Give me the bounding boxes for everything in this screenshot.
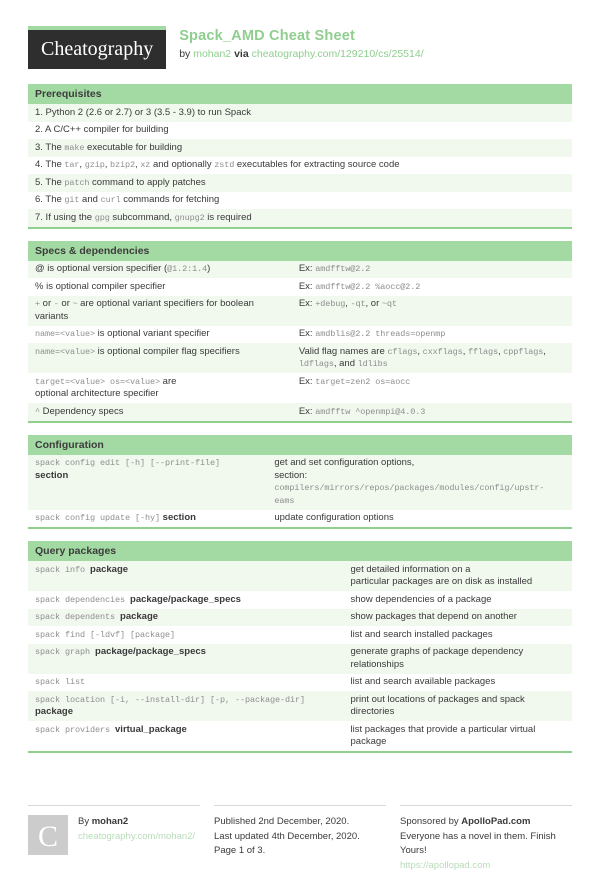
plain-text: , xyxy=(345,298,351,309)
table-cell-right xyxy=(344,609,572,627)
table-row xyxy=(28,455,572,510)
cheatography-logo-text: Cheatography xyxy=(41,38,154,60)
table-cell-right xyxy=(267,510,572,528)
footer-author-name: mohan2 xyxy=(91,816,129,827)
table-cell-left xyxy=(28,591,344,609)
footer-author-block xyxy=(78,815,195,873)
plain-text: , and xyxy=(333,358,358,369)
table-cell-left xyxy=(28,609,344,627)
code-text: spack location [-i, --install-dir] [-p, --package-dir] xyxy=(35,694,306,705)
table-cell-left xyxy=(28,326,292,344)
footer-publish-column xyxy=(214,805,386,873)
code-text: target=<value> os=<value> xyxy=(35,376,161,387)
table-cell-right xyxy=(344,591,572,609)
plain-text: list and search available packages xyxy=(350,676,496,687)
table-cell-left xyxy=(28,561,344,591)
byline-via-label: via xyxy=(234,48,249,60)
plain-text: ) xyxy=(207,263,211,274)
plain-text: get detailed information on a xyxy=(350,563,471,575)
section-query-packages xyxy=(28,541,572,753)
table-row xyxy=(28,510,572,528)
code-text: -qt xyxy=(350,299,366,309)
footer-author-column xyxy=(28,805,200,873)
plain-text: command to apply patches xyxy=(89,176,206,188)
code-text: cflags xyxy=(387,346,418,357)
code-text: amdblis@2.2 threads=openmp xyxy=(315,329,446,339)
table-row xyxy=(28,122,572,140)
table-cell-right xyxy=(292,278,572,296)
table-cell-right xyxy=(292,403,572,421)
table-cell-right xyxy=(292,296,572,326)
table-cell xyxy=(28,139,572,157)
author-link[interactable]: mohan2 xyxy=(193,48,232,60)
table-cell-left xyxy=(28,296,292,326)
plain-text: commands for fetching xyxy=(120,194,220,205)
argument-text: package xyxy=(120,611,159,622)
code-text: make xyxy=(64,142,85,153)
table-row xyxy=(28,591,572,609)
code-text: curl xyxy=(100,195,121,205)
plain-text: update configuration options xyxy=(274,512,394,523)
table-row xyxy=(28,609,572,627)
footer-author-line xyxy=(78,815,195,830)
plain-text: Dependency specs xyxy=(40,405,124,417)
section-prerequisites xyxy=(28,84,572,229)
code-text: - xyxy=(53,299,59,309)
plain-text: is optional variant specifier xyxy=(95,328,210,339)
argument-text: package/package_specs xyxy=(130,593,241,605)
table-cell-left xyxy=(28,721,344,751)
code-text: compilers/mirrors/repos/packages/modules/config/upstr- xyxy=(274,483,545,493)
plain-text: , xyxy=(497,345,504,357)
plain-text: 1. Python 2 (2.6 or 2.7) or 3 (3.5 - 3.9) to run Spack xyxy=(35,106,251,118)
code-text: fflags xyxy=(467,346,498,357)
section-title: Specs & dependencies xyxy=(28,241,572,261)
cheatography-logo[interactable] xyxy=(28,26,166,69)
code-text: spack graph xyxy=(35,647,96,657)
footer-author-link[interactable]: cheatography.com/mohan2/ xyxy=(78,830,196,842)
plain-text: and optionally xyxy=(150,159,215,170)
code-text: eams xyxy=(274,495,295,506)
code-text: patch xyxy=(64,177,90,188)
plain-text: 6. The xyxy=(35,194,65,205)
table-row xyxy=(28,209,572,227)
table-cell-right xyxy=(292,343,572,373)
plain-text: Ex: xyxy=(298,298,316,309)
table-cell-left xyxy=(28,674,344,692)
code-text: bzip2 xyxy=(110,160,136,170)
section-title: Query packages xyxy=(28,541,572,561)
plain-text: show packages that depend on another xyxy=(350,611,517,622)
table-cell-right xyxy=(344,691,572,721)
table-row xyxy=(28,157,572,175)
table-cell-right xyxy=(344,626,572,644)
argument-text: package/package_specs xyxy=(95,646,206,657)
plain-text: and xyxy=(79,194,101,205)
argument-text: section xyxy=(162,512,196,523)
table-row xyxy=(28,403,572,421)
code-text: tar xyxy=(64,160,80,170)
section-title: Configuration xyxy=(28,435,572,455)
cheatsheet-body xyxy=(28,84,572,753)
code-text: spack dependents xyxy=(35,612,121,622)
table-row xyxy=(28,296,572,326)
code-text: gnupg2 xyxy=(174,212,205,223)
table-row xyxy=(28,192,572,210)
code-text: amdfftw@2.2 xyxy=(315,264,371,274)
table-cell-right xyxy=(344,561,572,591)
table-row xyxy=(28,644,572,674)
code-text: spack providers xyxy=(35,724,116,735)
code-text: ldflags xyxy=(298,359,334,369)
plain-text: % is optional compiler specifier xyxy=(35,280,166,292)
code-text: amdfftw ^openmpi@4.0.3 xyxy=(315,406,426,417)
code-text: + xyxy=(35,299,41,309)
code-text: ^ xyxy=(35,406,41,417)
byline-by-label: by xyxy=(179,48,191,60)
plain-text: 7. If using the xyxy=(35,211,95,223)
sponsor-tagline-2: Yours! xyxy=(400,845,427,856)
code-text: zstd xyxy=(214,160,235,170)
code-text: amdfftw@2.2 %aocc@2.2 xyxy=(315,281,421,292)
plain-text: list and search installed packages xyxy=(350,628,493,640)
table-row xyxy=(28,174,572,192)
footer-sponsor-column xyxy=(400,805,572,873)
plain-text: , or xyxy=(365,298,382,309)
code-text: name=<value> xyxy=(35,346,96,357)
plain-text: , xyxy=(79,159,85,170)
plain-text: Ex: xyxy=(298,375,316,387)
plain-text: generate graphs of package dependency relationships xyxy=(350,646,524,670)
argument-text: virtual_package xyxy=(115,723,187,735)
plain-text: , xyxy=(104,159,110,170)
code-text: cppflags xyxy=(503,346,544,357)
footer xyxy=(28,805,572,873)
sponsor-line xyxy=(400,815,572,830)
code-text: git xyxy=(64,195,80,205)
table-cell-left xyxy=(28,644,344,674)
table-cell xyxy=(28,209,572,227)
title-block xyxy=(179,26,423,60)
table-cell-right xyxy=(292,326,572,344)
code-text: spack config update [-hy] xyxy=(35,513,161,523)
footer-logo-letter: C xyxy=(37,820,58,853)
argument-text: package xyxy=(90,563,129,575)
table-cell-left xyxy=(28,261,292,279)
plain-text: or xyxy=(58,298,73,309)
table-cell xyxy=(28,174,572,192)
table-cell-left xyxy=(28,455,267,510)
code-text: ~qt xyxy=(381,299,397,309)
table-row xyxy=(28,561,572,591)
argument-text: section xyxy=(35,469,69,481)
published-date: Published 2nd December, 2020. xyxy=(214,816,350,827)
plain-text: Ex: xyxy=(298,280,316,292)
argument-text: package xyxy=(35,706,74,717)
table-cell xyxy=(28,157,572,175)
plain-text: is optional compiler flag specifiers xyxy=(95,345,240,357)
table-row xyxy=(28,139,572,157)
plain-text: particular packages are on disk as installed xyxy=(350,576,533,587)
code-text: xz xyxy=(140,160,151,170)
table-row xyxy=(28,674,572,692)
plain-text: are optional variant specifiers for boolean variants xyxy=(35,298,254,322)
table-row xyxy=(28,261,572,279)
cheatography-footer-logo[interactable] xyxy=(28,815,68,855)
table-cell xyxy=(28,104,572,122)
code-text: gpg xyxy=(94,212,110,223)
sponsored-by-label: Sponsored by xyxy=(400,816,459,827)
table-row xyxy=(28,343,572,373)
plain-text: 2. A C/C++ compiler for building xyxy=(35,124,169,135)
code-text: spack find [-ldvf] [package] xyxy=(35,629,176,640)
plain-text: , xyxy=(543,345,546,357)
code-text: spack list xyxy=(35,677,86,687)
plain-text: Ex: xyxy=(298,328,316,339)
plain-text: are xyxy=(160,375,177,387)
plain-text: 3. The xyxy=(35,141,65,153)
code-text: name=<value> xyxy=(35,329,96,339)
table-cell-right xyxy=(267,455,572,510)
code-text: cxxflags xyxy=(422,346,463,357)
updated-date: Last updated 4th December, 2020. xyxy=(214,830,360,842)
section-specs-dependencies xyxy=(28,241,572,423)
plain-text: Valid flag names are xyxy=(298,345,388,357)
table-cell xyxy=(28,192,572,210)
table-row xyxy=(28,373,572,403)
plain-text: Ex: xyxy=(298,263,316,274)
plain-text: show dependencies of a package xyxy=(350,593,492,605)
plain-text: list packages that provide a particular virtual package xyxy=(350,723,536,747)
plain-text: subcommand, xyxy=(109,211,175,223)
plain-text: Ex: xyxy=(298,405,316,417)
table-cell-left xyxy=(28,343,292,373)
code-text: spack dependencies xyxy=(35,594,131,605)
table-cell xyxy=(28,122,572,140)
table-row xyxy=(28,104,572,122)
plain-text: executables for extracting source code xyxy=(234,159,400,170)
code-text: spack info xyxy=(35,564,91,575)
code-text: gzip xyxy=(84,160,105,170)
plain-text: is required xyxy=(204,211,252,223)
section-configuration xyxy=(28,435,572,530)
table-row xyxy=(28,691,572,721)
table-row xyxy=(28,278,572,296)
table-cell-right xyxy=(344,644,572,674)
table-row xyxy=(28,721,572,751)
plain-text: , xyxy=(135,159,141,170)
page-title: Spack_AMD Cheat Sheet xyxy=(179,28,356,44)
plain-text: section: xyxy=(274,469,308,481)
code-text: ldlibs xyxy=(357,359,388,369)
plain-text: @ is optional version specifier ( xyxy=(35,263,168,274)
code-text: target=zen2 os=aocc xyxy=(315,376,411,387)
page-number: Page 1 of 3. xyxy=(214,845,266,856)
plain-text: get and set configuration options, xyxy=(274,457,415,468)
table-cell-right xyxy=(292,373,572,403)
plain-text: executable for building xyxy=(84,141,183,153)
plain-text: optional architecture specifier xyxy=(35,388,159,399)
table-cell-right xyxy=(344,721,572,751)
plain-text: , xyxy=(462,345,468,357)
header xyxy=(28,26,572,69)
code-text: @1.2:1.4 xyxy=(167,264,208,274)
plain-text: print out locations of packages and spack directories xyxy=(350,693,525,717)
footer-by-label: By xyxy=(78,816,90,827)
code-text: ~ xyxy=(72,299,78,309)
code-text: +debug xyxy=(315,299,346,309)
plain-text: 4. The xyxy=(35,159,65,170)
table-cell-right xyxy=(292,261,572,279)
plain-text: , xyxy=(417,345,423,357)
section-title: Prerequisites xyxy=(28,84,572,104)
table-cell-right xyxy=(344,674,572,692)
table-cell-left xyxy=(28,691,344,721)
table-row xyxy=(28,326,572,344)
code-text: spack config edit [-h] [--print-file] xyxy=(35,458,221,468)
source-link[interactable]: cheatography.com/129210/cs/25514/ xyxy=(251,48,424,60)
sponsor-link[interactable]: https://apollopad.com xyxy=(400,859,491,871)
sponsor-tagline-1: Everyone has a novel in them. Finish xyxy=(400,830,556,842)
plain-text: or xyxy=(40,298,54,309)
table-cell-left xyxy=(28,626,344,644)
plain-text: 5. The xyxy=(35,176,65,188)
byline xyxy=(179,48,423,60)
table-cell-left xyxy=(28,278,292,296)
table-cell-left xyxy=(28,403,292,421)
table-row xyxy=(28,626,572,644)
table-cell-left xyxy=(28,373,292,403)
table-cell-left xyxy=(28,510,267,528)
sponsor-name: ApolloPad.com xyxy=(461,816,531,827)
